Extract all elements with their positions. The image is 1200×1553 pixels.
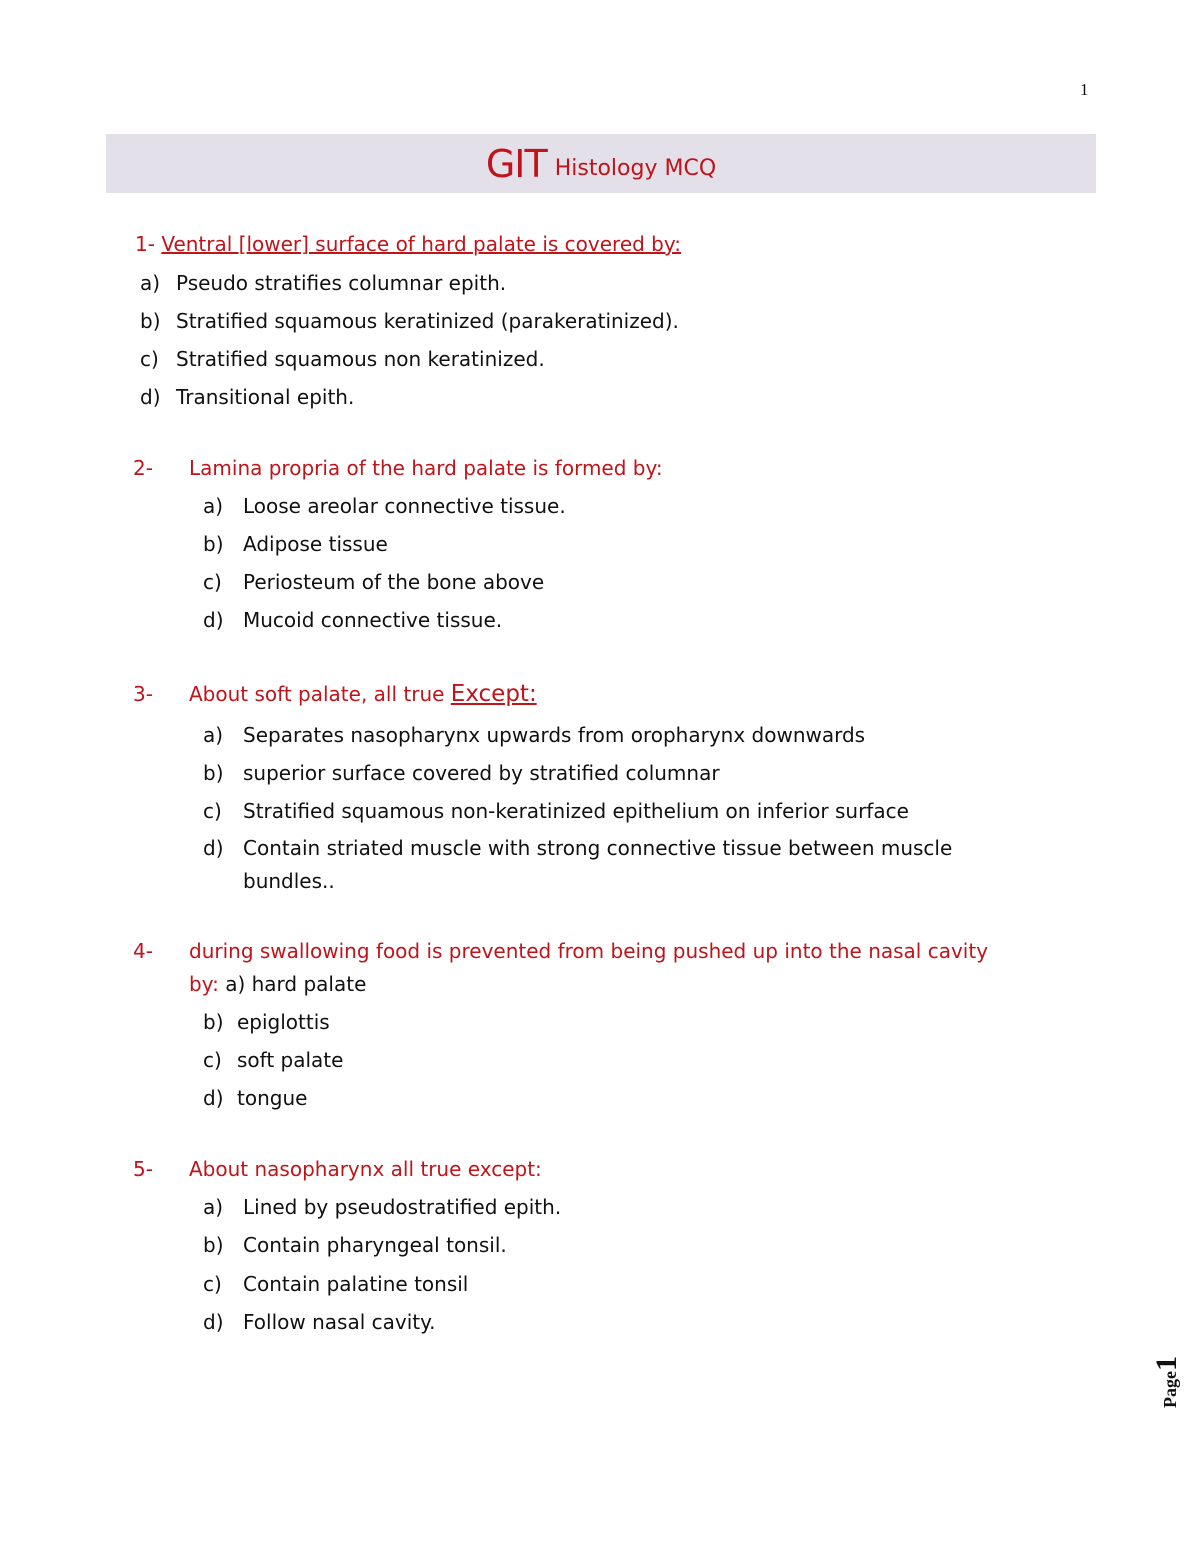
option bbox=[203, 761, 720, 785]
option bbox=[203, 532, 388, 556]
option-text: Contain pharyngeal tonsil. bbox=[243, 1233, 507, 1257]
option-letter: c) bbox=[140, 347, 159, 371]
option-letter: b) bbox=[203, 761, 224, 785]
question-4 bbox=[133, 939, 988, 963]
option bbox=[203, 836, 952, 860]
option bbox=[203, 1195, 561, 1219]
question-number: 4- bbox=[133, 939, 153, 963]
option-text: Pseudo stratifies columnar epith. bbox=[176, 271, 507, 295]
option bbox=[203, 1233, 507, 1257]
option-continuation: bundles.. bbox=[243, 869, 335, 893]
option bbox=[203, 494, 566, 518]
page-word: Page bbox=[1160, 1371, 1180, 1408]
option-text: Contain palatine tonsil bbox=[243, 1272, 469, 1296]
option bbox=[140, 347, 545, 371]
option bbox=[203, 608, 502, 632]
inline-option: a) hard palate bbox=[225, 972, 367, 996]
option-letter: a) bbox=[203, 494, 224, 518]
option-letter: c) bbox=[203, 1272, 222, 1296]
question-1 bbox=[135, 232, 681, 256]
option bbox=[140, 309, 679, 333]
option-letter: b) bbox=[203, 532, 224, 556]
page-side-label-text bbox=[1150, 1356, 1184, 1408]
option-letter: c) bbox=[203, 1048, 222, 1072]
option-text: Stratified squamous non-keratinized epithelium on inferior surface bbox=[243, 799, 909, 823]
option-letter: c) bbox=[203, 570, 222, 594]
question-text: Ventral [lower] surface of hard palate is covered by: bbox=[161, 232, 681, 256]
option-text: Transitional epith. bbox=[176, 385, 355, 409]
option-text: Loose areolar connective tissue. bbox=[243, 494, 566, 518]
option-letter: d) bbox=[203, 1086, 224, 1110]
option-text: superior surface covered by stratified columnar bbox=[243, 761, 720, 785]
option bbox=[203, 570, 544, 594]
option-text: Stratified squamous keratinized (parakeratinized). bbox=[176, 309, 679, 333]
option-letter: b) bbox=[203, 1010, 224, 1034]
question-text: About soft palate, all true bbox=[189, 682, 445, 706]
option-letter: d) bbox=[140, 385, 161, 409]
option bbox=[203, 1048, 343, 1072]
question-text: during swallowing food is prevented from being pushed up into the nasal cavity bbox=[189, 939, 989, 963]
option-letter: b) bbox=[140, 309, 161, 333]
option-text: tongue bbox=[237, 1086, 308, 1110]
option bbox=[203, 1310, 435, 1334]
option-text: Periosteum of the bone above bbox=[243, 570, 545, 594]
page-side-label bbox=[1150, 1342, 1183, 1412]
option bbox=[203, 799, 909, 823]
question-text-continued: by: bbox=[189, 972, 219, 996]
option bbox=[203, 723, 865, 747]
option bbox=[140, 271, 506, 295]
title-sub: Histology MCQ bbox=[554, 156, 717, 181]
page-number: 1 bbox=[1080, 80, 1089, 99]
title-main: GIT bbox=[485, 141, 547, 186]
question-emphasis: Except: bbox=[450, 681, 537, 707]
option-letter: a) bbox=[140, 271, 161, 295]
option bbox=[203, 1272, 468, 1296]
question-4-line2 bbox=[189, 972, 366, 996]
question-text: About nasopharynx all true except: bbox=[189, 1157, 542, 1181]
question-text: Lamina propria of the hard palate is formed by: bbox=[189, 456, 663, 480]
option-text: soft palate bbox=[237, 1048, 344, 1072]
option-text: Adipose tissue bbox=[243, 532, 388, 556]
option-letter: a) bbox=[203, 723, 224, 747]
question-number: 1- bbox=[135, 232, 155, 256]
option-letter: d) bbox=[203, 608, 224, 632]
option bbox=[140, 385, 354, 409]
option-text: Separates nasopharynx upwards from oropharynx downwards bbox=[243, 723, 866, 747]
page-side-number: 1 bbox=[1150, 1356, 1183, 1372]
option-text: Follow nasal cavity. bbox=[243, 1310, 436, 1334]
question-number: 2- bbox=[133, 456, 153, 480]
option bbox=[203, 1010, 330, 1034]
option-letter: d) bbox=[203, 1310, 224, 1334]
option-text: Stratified squamous non keratinized. bbox=[176, 347, 545, 371]
title-bar bbox=[106, 134, 1096, 193]
option-text: Mucoid connective tissue. bbox=[243, 608, 503, 632]
question-2 bbox=[133, 456, 663, 480]
option-text: epiglottis bbox=[237, 1010, 330, 1034]
option bbox=[203, 1086, 307, 1110]
option-letter: d) bbox=[203, 836, 224, 860]
question-number: 5- bbox=[133, 1157, 153, 1181]
option-letter: a) bbox=[203, 1195, 224, 1219]
option-letter: b) bbox=[203, 1233, 224, 1257]
option-text: Contain striated muscle with strong connective tissue between muscle bbox=[243, 836, 953, 860]
option-letter: c) bbox=[203, 799, 222, 823]
option-text: Lined by pseudostratified epith. bbox=[243, 1195, 562, 1219]
question-3 bbox=[133, 681, 537, 707]
question-5 bbox=[133, 1157, 542, 1181]
question-number: 3- bbox=[133, 682, 153, 706]
